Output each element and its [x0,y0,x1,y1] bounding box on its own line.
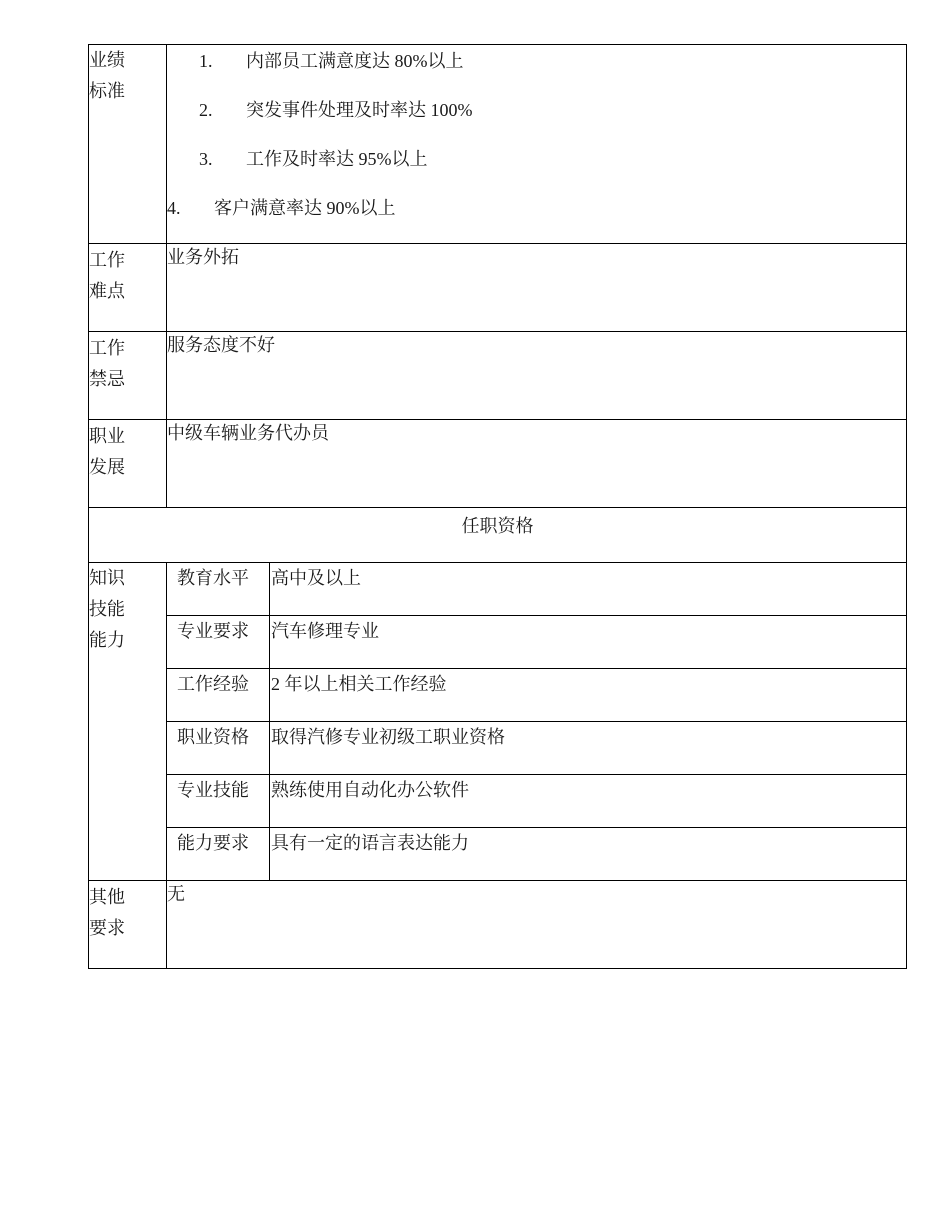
skills-label: 专业技能 [167,775,270,828]
other-requirements-value: 无 [167,881,907,969]
performance-standards-label: 业绩 标准 [89,45,167,244]
ability-label: 能力要求 [167,828,270,881]
table-row [167,722,906,775]
skills-value: 熟练使用自动化办公软件 [270,775,907,828]
career-development-value: 中级车辆业务代办员 [167,420,907,508]
list-item: 3. 工作及时率达 95%以上 [199,149,428,169]
ability-value: 具有一定的语言表达能力 [271,833,469,853]
work-difficulties-label: 工作 难点 [89,244,167,332]
table-row [167,828,906,881]
experience-label: 工作经验 [167,669,270,722]
other-requirements-label: 其他 要求 [89,881,167,969]
career-development-label: 职业 发展 [89,420,167,508]
experience-value: 2 年以上相关工作经验 [270,669,907,722]
work-difficulties-row [89,244,907,332]
education-label: 教育水平 [167,563,270,616]
work-difficulties-value: 业务外拓 [167,244,907,332]
section-title: 任职资格 [89,508,907,563]
list-item: 4. 客户满意率达 90%以上 [167,198,396,218]
education-value: 高中及以上 [270,563,907,616]
certification-label: 职业资格 [167,722,270,775]
qualifications-header-row [89,508,907,563]
performance-standards-content [167,45,907,244]
table-row [167,775,906,828]
major-label: 专业要求 [167,616,270,669]
knowledge-skills-content [167,563,907,881]
certification-value: 取得汽修专业初级工职业资格 [270,722,907,775]
other-requirements-row [89,881,907,969]
knowledge-skills-table [167,563,906,880]
knowledge-skills-label: 知识 技能 能力 [89,563,167,881]
performance-standards-list [167,45,906,241]
work-taboos-row [89,332,907,420]
table-row [167,563,906,616]
table-row [167,669,906,722]
list-item: 1. 内部员工满意度达 80%以上 [199,51,464,71]
performance-standards-row [89,45,907,244]
career-development-row [89,420,907,508]
major-value: 汽车修理专业 [270,616,907,669]
work-taboos-value: 服务态度不好 [167,332,907,420]
list-item: 2. 突发事件处理及时率达 100% [199,100,473,120]
knowledge-skills-row [89,563,907,881]
job-description-table [88,44,907,969]
work-taboos-label: 工作 禁忌 [89,332,167,420]
table-row [167,616,906,669]
